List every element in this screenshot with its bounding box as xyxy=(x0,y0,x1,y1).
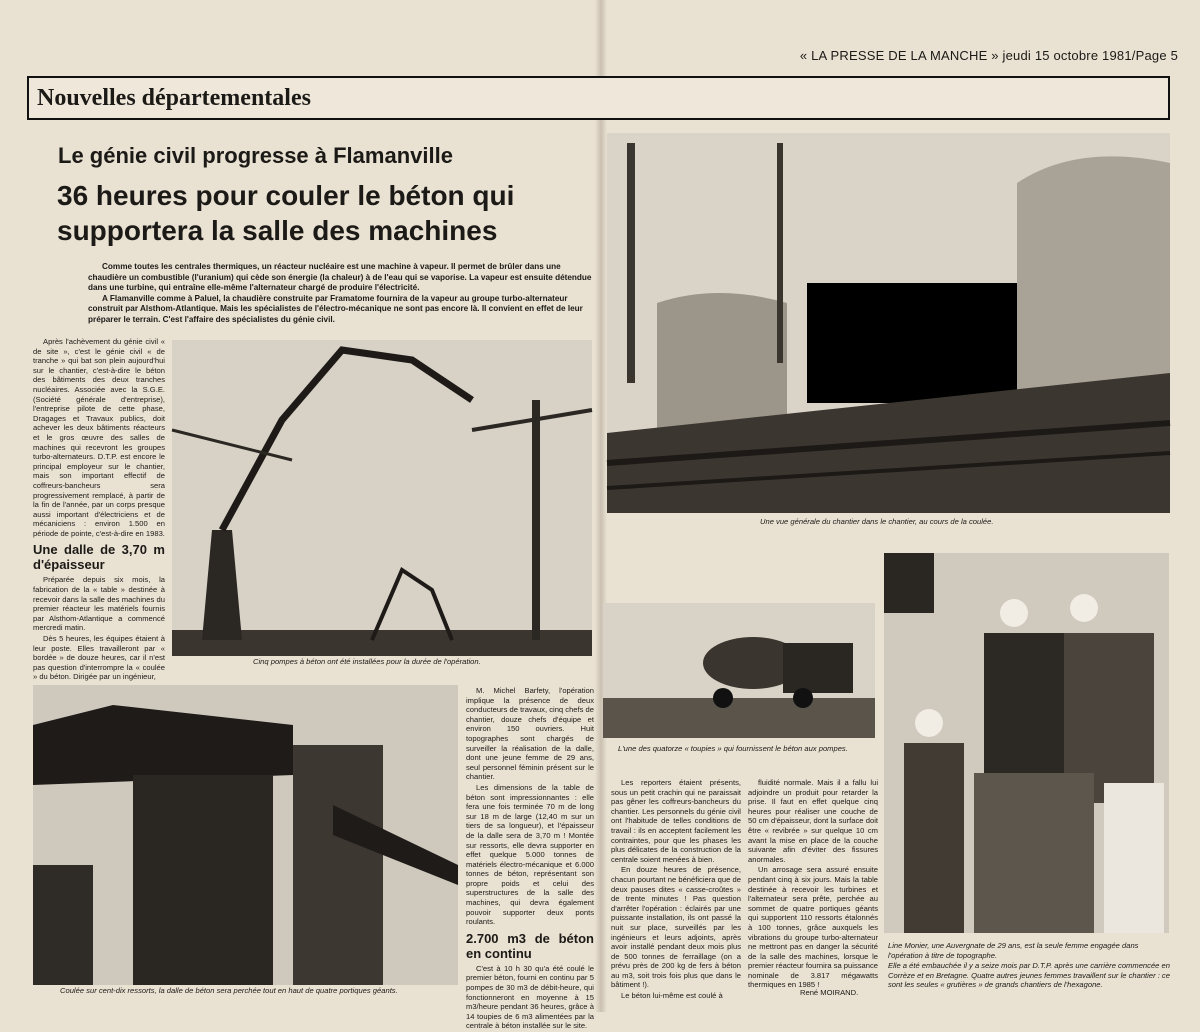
caption-monier-l2: Elle a été embauchée il y a seize mois par D.T.P. après une carrière commencée en Corrèze et en Bretagne. Quatre autres jeunes femmes travaillent sur le chantier : ce sont les seules « grutières » de grands chantiers de l'hexagone. xyxy=(888,961,1170,989)
photo-general-view xyxy=(607,133,1170,513)
caption-toupies: L'une des quatorze « toupies » qui fournissent le béton aux pompes. xyxy=(618,744,848,753)
column-2 xyxy=(466,686,594,1032)
section-banner xyxy=(27,76,1170,120)
photo-portiques xyxy=(33,685,458,985)
col2-p2: Les dimensions de la table de béton sont impressionnantes : elle fera une fois terminée 70 m de long sur 18 m de large (12,40 m sur un tiers de sa longueur), et l'épaisseur de la dalle sera de 3,70 m ! Montée sur ressorts, elle devra supporter en effet quelque 5.000 tonnes de matériels électro-mécanique et 6.000 tonnes de béton, représentant son propre poids et celui des superstructures de la salle des machines, qui devra également pouvoir supporter deux ponts roulants. xyxy=(466,782,594,927)
column-3 xyxy=(611,778,741,1002)
subhead-beton: 2.700 m3 de béton en continu xyxy=(466,930,594,961)
column-1 xyxy=(33,337,165,683)
col1b-p2: Dès 5 heures, les équipes étaient à leur poste. Elles travailleront par « bordée » de douze heures, car il n'est pas question d'interrompre la « coulée » du béton. Dirigée par un ingénieur, xyxy=(33,634,165,682)
lead-p2: A Flamanville comme à Paluel, la chaudière construite par Framatome fournira de la vapeur au groupe turbo-alternateur construit par Alsthom-Atlantique. Mais les spécialistes de l'électro-mécanique ne sont pas encore là. Il convient en effet de leur préparer le terrain. C'est l'affaire des spécialistes du génie civil. xyxy=(88,293,583,324)
lead-paragraph xyxy=(88,262,593,325)
author-signature: René MOIRAND. xyxy=(800,988,859,997)
caption-monier-l1: Line Monier, une Auvergnate de 29 ans, est la seule femme engagée dans l'opération à titre de topographe. xyxy=(888,941,1139,960)
lead-p1: Comme toutes les centrales thermiques, un réacteur nucléaire est une machine à vapeur. Il permet de brûler dans une chaudière un combustible (l'uranium) qui cède son énergie (la chaleur) à de l'eau qui se vaporise. La vapeur est ensuite détendue dans une turbine, qui entraîne elle-même l'alternateur chargé de produire l'électricité. xyxy=(88,262,592,292)
col1-p1: Après l'achèvement du génie civil « de site », c'est le génie civil « de tranche » qui bat son plein aujourd'hui sur le chantier, c'est-à-dire le béton des bâtiments des deux tranches nucléaires. Associée avec la S.G.E. (Société générale d'entreprise), l'entreprise pilote de cette phase, Dragages et Travaux publics, doit achever les deux bâtiments réacteurs et le gros œuvre des salles de machines qui recevront les groupes turbo-alternateurs. D.T.P. est encore le principal employeur sur le chantier, mais son important effectif de coffreurs-bancheurs sera progressivement remplacé, à partir de la fin de l'année, par un corps presque aussi important d'électriciens et de mécaniciens : environ 1.500 en période de pointe, c'est-à-dire en 1983. xyxy=(33,337,165,538)
subhead-dalle: Une dalle de 3,70 m d'épaisseur xyxy=(33,542,165,573)
col2b-p1: C'est à 10 h 30 qu'a été coulé le premier béton, fourni en continu par 5 pompes de 30 m3 de débit-heure, qui fonctionneront en moyenne à 15 m3/heure pendant 36 heures, grâce à 14 toupies de 6 m3 alimentées par la centrale à béton installée sur le site. xyxy=(466,963,594,1031)
section-title: Nouvelles départementales xyxy=(37,85,311,111)
photo-concrete-pumps xyxy=(172,340,592,656)
col4-p2: Un arrosage sera assuré ensuite pendant cinq à six jours. Mais la table destinée à recevoir les turbines et l'alternateur sera prête, perchée au sommet de quatre portiques géants qui supportent 110 ressorts étalonnés à 100 tonnes, grâce auxquels les vibrations du groupe turbo-alternateur ne mettront pas en danger la sécurité de la salle des machines, lorsque le premier réacteur fournira sa puissance nominale de 3.817 mégawatts thermiques en 1985 ! xyxy=(748,865,878,990)
photo-workers xyxy=(884,553,1169,933)
col2-p1: M. Michel Barfety, l'opération implique la présence de deux conducteurs de travaux, cinq chefs de chantier, douze chefs d'équipe et environ 150 ouvriers. Huit topographes sont chargés de surveiller la réalisation de la dalle, dont une jeune femme de 29 ans, seul personnel féminin présent sur le chantier. xyxy=(466,686,594,782)
masthead: « LA PRESSE DE LA MANCHE » jeudi 15 octobre 1981/Page 5 xyxy=(799,48,1178,63)
kicker-headline: Le génie civil progresse à Flamanville xyxy=(58,143,453,168)
photo-toupie xyxy=(603,603,875,738)
caption-coulee: Coulée sur cent-dix ressorts, la dalle de béton sera perchée tout en haut de quatre portiques géants. xyxy=(60,986,398,995)
caption-general-view: Une vue générale du chantier dans le chantier, au cours de la coulée. xyxy=(760,517,994,526)
col3-p2: En douze heures de présence, chacun pourtant ne bénéficiera que de deux pauses dites « casse-croûtes » de trente minutes ! Pas question d'arrêter l'opération : éclairés par une puissante installation, ils ont passé la nuit sur place, surveillés par les ingénieurs et leurs adjoints, après avoir installé pendant deux mois plus de 500 tonnes de ferraillage (on a prévu près de 200 kg de fers à béton au m3, soit trois fois plus que dans le bâtiment !). xyxy=(611,865,741,990)
col4-p1: fluidité normale. Mais il a fallu lui adjoindre un produit pour retarder la prise. Il faut en effet quelque cinq heures pour réaliser une couche de 50 cm d'épaisseur, dont la surface doit être « revibrée » sur quelque 10 cm avant la mise en place de la couche suivante afin d'éviter des fissures anormales. xyxy=(748,778,878,864)
column-4 xyxy=(748,778,878,991)
main-headline: 36 heures pour couler le béton qui supportera la salle des machines xyxy=(57,180,515,246)
caption-monier xyxy=(888,941,1170,990)
col3-p1: Les reporters étaient présents, sous un petit crachin qui ne paraissait pas gêner les coffreurs-bancheurs du chantier. Les personnels du génie civil ont l'habitude de telles conditions de travail : ils en acceptent facilement les contraintes, pour que les phases les plus délicates de la construction de la centrale soient menées à bien. xyxy=(611,778,741,864)
page-fold xyxy=(595,0,607,1012)
col3-p3: Le béton lui-même est coulé à xyxy=(621,991,723,1001)
col1b-p1: Préparée depuis six mois, la fabrication de la « table » destinée à recevoir dans la salle des machines du premier réacteur les matériels fournis par Alsthom-Atlantique a commencé mercredi matin. xyxy=(33,575,165,633)
caption-pumps: Cinq pompes à béton ont été installées pour la durée de l'opération. xyxy=(253,657,481,666)
